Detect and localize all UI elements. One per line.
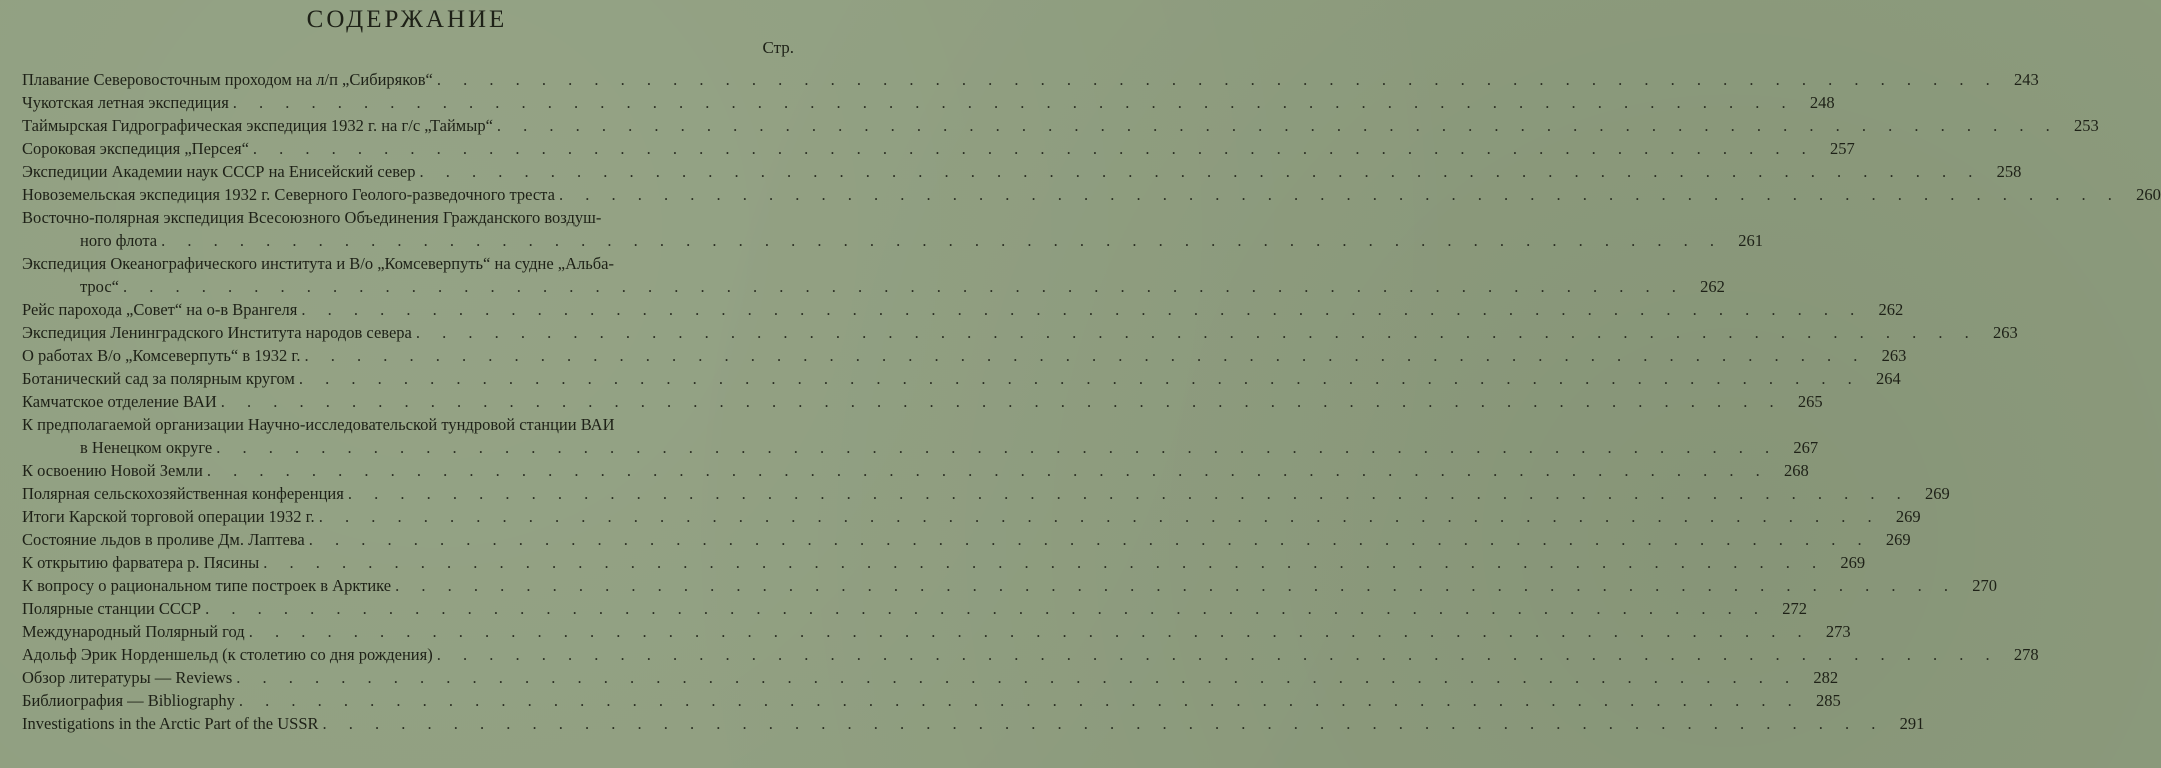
toc-entry <box>22 597 1807 620</box>
toc-entry <box>22 413 1819 459</box>
toc-entry-page: 262 <box>1878 300 1904 319</box>
toc-entry-title: О работах В/о „Комсеверпуть“ в 1932 г. <box>22 346 301 365</box>
toc-entry-title: Камчатское отделение ВАИ <box>22 392 217 411</box>
toc-entry-title: Полярные станции СССР <box>22 599 202 618</box>
dot-leader: . . . . . . . . . . . . . . . . . . . . . . . . . . . . . . . . . . . . . . . . . . . . . . . . . . . . . . . . . . . . <box>298 369 1861 388</box>
dot-leader: . . . . . . . . . . . . . . . . . . . . . . . . . . . . . . . . . . . . . . . . . . . . . . . . . . . . . . . . . . . . <box>496 116 2059 135</box>
dot-leader: . . . . . . . . . . . . . . . . . . . . . . . . . . . . . . . . . . . . . . . . . . . . . . . . . . . . . . . . . . . . <box>415 323 1978 342</box>
toc-entry-page: 273 <box>1825 622 1851 641</box>
table-of-contents <box>22 68 2161 735</box>
toc-entry-title: К вопросу о рациональном типе построек в Арктике <box>22 576 392 595</box>
toc-entry-title-line: Экспедиция Океанографического института и В/о „Комсеверпуть“ на судне „Альба- <box>22 254 614 273</box>
toc-entry <box>22 114 2099 137</box>
dot-leader: . . . . . . . . . . . . . . . . . . . . . . . . . . . . . . . . . . . . . . . . . . . . . . . . . . . . . . . . . . . . <box>436 645 1999 664</box>
toc-entry-page: 264 <box>1875 369 1901 388</box>
toc-entry <box>22 91 1835 114</box>
toc-entry-title: Экспедиции Академии наук СССР на Енисейский север <box>22 162 416 181</box>
toc-entry-page: 285 <box>1816 691 1841 710</box>
toc-entry-page: 261 <box>1738 231 1763 250</box>
toc-entry-title: Сороковая экспедиция „Персея“ <box>22 139 249 158</box>
dot-leader: . . . . . . . . . . . . . . . . . . . . . . . . . . . . . . . . . . . . . . . . . . . . . . . . . . . . . . . . . . . . <box>206 461 1769 480</box>
dot-leader: . . . . . . . . . . . . . . . . . . . . . . . . . . . . . . . . . . . . . . . . . . . . . . . . . . . . . . . . . . . . <box>216 438 1779 457</box>
toc-entry <box>22 183 2161 206</box>
dot-leader: . . . . . . . . . . . . . . . . . . . . . . . . . . . . . . . . . . . . . . . . . . . . . . . . . . . . . . . . . . . . <box>322 714 1885 733</box>
toc-entry <box>22 712 1925 735</box>
toc-entry-page: 260 <box>2136 185 2161 204</box>
toc-entry <box>22 367 1901 390</box>
toc-entry <box>22 298 1904 321</box>
toc-entry <box>22 321 2018 344</box>
toc-entry-page: 253 <box>2074 116 2099 135</box>
toc-entry-page: 257 <box>1830 139 1855 158</box>
toc-entry-page: 268 <box>1783 461 1809 480</box>
toc-entry <box>22 344 1907 367</box>
toc-entry-page: 270 <box>1972 576 1997 595</box>
toc-entry-title: Международный Полярный год <box>22 622 245 641</box>
toc-entry-page: 269 <box>1885 530 1911 549</box>
toc-entry-title: Полярная сельскохозяйственная конференция <box>22 484 344 503</box>
dot-leader: . . . . . . . . . . . . . . . . . . . . . . . . . . . . . . . . . . . . . . . . . . . . . . . . . . . . . . . . . . . . <box>248 622 1811 641</box>
dot-leader: . . . . . . . . . . . . . . . . . . . . . . . . . . . . . . . . . . . . . . . . . . . . . . . . . . . . . . . . . . . . <box>318 507 1881 526</box>
toc-entry-page: 269 <box>1924 484 1950 503</box>
dot-leader: . . . . . . . . . . . . . . . . . . . . . . . . . . . . . . . . . . . . . . . . . . . . . . . . . . . . . . . . . . . . <box>304 346 1867 365</box>
toc-entry-page: 269 <box>1840 553 1866 572</box>
dot-leader: . . . . . . . . . . . . . . . . . . . . . . . . . . . . . . . . . . . . . . . . . . . . . . . . . . . . . . . . . . . . <box>236 668 1799 687</box>
toc-entry-title: Новоземельская экспедиция 1932 г. Северного Геолого-разведочного треста <box>22 185 555 204</box>
toc-entry <box>22 390 1823 413</box>
toc-entry-page: 269 <box>1895 507 1921 526</box>
toc-entry <box>22 68 2039 91</box>
toc-entry <box>22 643 2039 666</box>
dot-leader: . . . . . . . . . . . . . . . . . . . . . . . . . . . . . . . . . . . . . . . . . . . . . . . . . . . . . . . . . . . . <box>347 484 1910 503</box>
dot-leader: . . . . . . . . . . . . . . . . . . . . . . . . . . . . . . . . . . . . . . . . . . . . . . . . . . . . . . . . . . . . <box>419 162 1982 181</box>
toc-entry-title: Состояние льдов в проливе Дм. Лаптева <box>22 530 305 549</box>
dot-leader: . . . . . . . . . . . . . . . . . . . . . . . . . . . . . . . . . . . . . . . . . . . . . . . . . . . . . . . . . . . . <box>395 576 1957 595</box>
toc-entry <box>22 482 1950 505</box>
toc-entry-page: 258 <box>1996 162 2022 181</box>
toc-entry-page: 282 <box>1813 668 1839 687</box>
toc-entry-page: 243 <box>2013 70 2039 89</box>
dot-leader: . . . . . . . . . . . . . . . . . . . . . . . . . . . . . . . . . . . . . . . . . . . . . . . . . . . . . . . . . . . . <box>205 599 1767 618</box>
toc-entry-title-line: К предполагаемой организации Научно-исследовательской тундровой станции ВАИ <box>22 415 615 434</box>
toc-entry-title: Экспедиция Ленинградского Института народов севера <box>22 323 412 342</box>
dot-leader: . . . . . . . . . . . . . . . . . . . . . . . . . . . . . . . . . . . . . . . . . . . . . . . . . . . . . . . . . . . . <box>122 277 1685 296</box>
toc-entry <box>22 551 1866 574</box>
toc-entry-page: 272 <box>1782 599 1807 618</box>
dot-leader: . . . . . . . . . . . . . . . . . . . . . . . . . . . . . . . . . . . . . . . . . . . . . . . . . . . . . . . . . . . . <box>232 93 1795 112</box>
toc-entry <box>22 137 1855 160</box>
toc-entry-title-line: Восточно-полярная экспедиция Всесоюзного Объединения Гражданского воздуш- <box>22 208 602 227</box>
dot-leader: . . . . . . . . . . . . . . . . . . . . . . . . . . . . . . . . . . . . . . . . . . . . . . . . . . . . . . . . . . . . <box>238 691 1801 710</box>
page-title: СОДЕРЖАНИЕ <box>306 6 508 33</box>
toc-entry-page: 291 <box>1899 714 1925 733</box>
toc-entry-title: Обзор литературы — Reviews <box>22 668 233 687</box>
toc-entry-title: Investigations in the Arctic Part of the USSR <box>22 714 319 733</box>
toc-entry-title: Ботанический сад за полярным кругом <box>22 369 295 388</box>
toc-entry-page: 263 <box>1881 346 1907 365</box>
toc-entry-page: 267 <box>1793 438 1819 457</box>
dot-leader: . . . . . . . . . . . . . . . . . . . . . . . . . . . . . . . . . . . . . . . . . . . . . . . . . . . . . . . . . . . . <box>301 300 1864 319</box>
dot-leader: . . . . . . . . . . . . . . . . . . . . . . . . . . . . . . . . . . . . . . . . . . . . . . . . . . . . . . . . . . . . <box>252 139 1815 158</box>
toc-entry <box>22 689 1841 712</box>
dot-leader: . . . . . . . . . . . . . . . . . . . . . . . . . . . . . . . . . . . . . . . . . . . . . . . . . . . . . . . . . . . . <box>263 553 1826 572</box>
toc-entry-page: 263 <box>1993 323 2018 342</box>
dot-leader: . . . . . . . . . . . . . . . . . . . . . . . . . . . . . . . . . . . . . . . . . . . . . . . . . . . . . . . . . . . . <box>436 70 1999 89</box>
toc-entry-title: трос“ <box>80 277 119 296</box>
toc-entry-title: Итоги Карской торговой операции 1932 г. <box>22 507 315 526</box>
dot-leader: . . . . . . . . . . . . . . . . . . . . . . . . . . . . . . . . . . . . . . . . . . . . . . . . . . . . . . . . . . . . <box>161 231 1723 250</box>
page-column-label: Стр. <box>762 38 794 57</box>
toc-entry <box>22 528 1911 551</box>
toc-entry-page: 248 <box>1809 93 1835 112</box>
toc-entry <box>22 459 1809 482</box>
dot-leader: . . . . . . . . . . . . . . . . . . . . . . . . . . . . . . . . . . . . . . . . . . . . . . . . . . . . . . . . . . . . <box>558 185 2121 204</box>
toc-entry-title: в Ненецком округе <box>80 438 213 457</box>
toc-entry <box>22 252 1725 298</box>
toc-entry-title: ного флота <box>80 231 158 250</box>
toc-entry <box>22 160 2022 183</box>
toc-entry-title: Рейс парохода „Совет“ на о-в Врангеля <box>22 300 298 319</box>
toc-entry-title: К открытию фарватера р. Пясины <box>22 553 260 572</box>
toc-entry-page: 262 <box>1700 277 1725 296</box>
toc-entry <box>22 505 1921 528</box>
toc-entry <box>22 206 1763 252</box>
toc-entry-title: Библиография — Bibliography <box>22 691 235 710</box>
toc-entry-title: Таймырская Гидрографическая экспедиция 1932 г. на г/с „Таймыр“ <box>22 116 493 135</box>
toc-entry <box>22 620 1851 643</box>
toc-entry-title: К освоению Новой Земли <box>22 461 203 480</box>
toc-entry-title: Адольф Эрик Норденшельд (к столетию со дня рождения) <box>22 645 433 664</box>
toc-entry-title: Чукотская летная экспедиция <box>22 93 229 112</box>
toc-entry-page: 278 <box>2013 645 2039 664</box>
toc-entry <box>22 574 1997 597</box>
toc-entry <box>22 666 1839 689</box>
toc-entry-page: 265 <box>1797 392 1823 411</box>
dot-leader: . . . . . . . . . . . . . . . . . . . . . . . . . . . . . . . . . . . . . . . . . . . . . . . . . . . . . . . . . . . . <box>220 392 1783 411</box>
toc-entry-title: Плавание Северовосточным проходом на л/п „Сибиряков“ <box>22 70 433 89</box>
dot-leader: . . . . . . . . . . . . . . . . . . . . . . . . . . . . . . . . . . . . . . . . . . . . . . . . . . . . . . . . . . . . <box>308 530 1871 549</box>
